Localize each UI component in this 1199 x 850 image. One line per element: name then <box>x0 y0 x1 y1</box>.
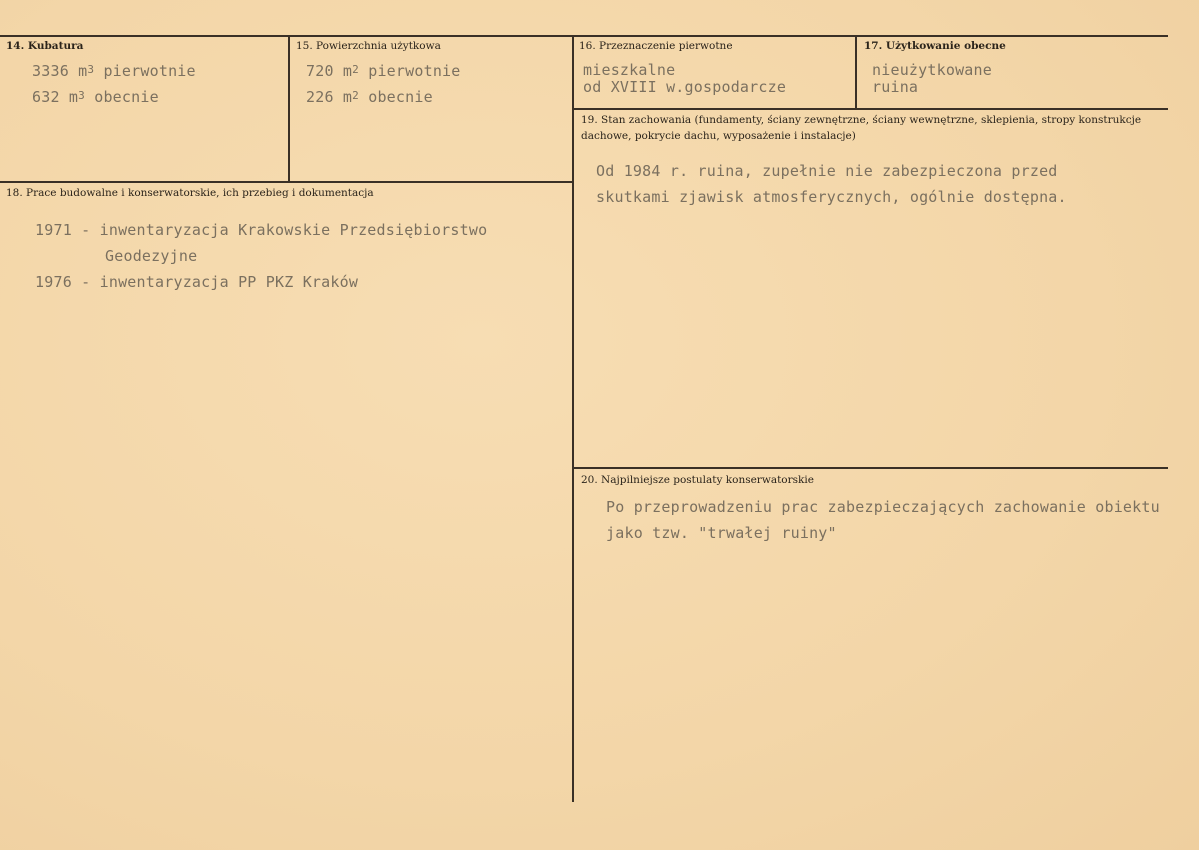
works-line-3: 1976 - inwentaryzacja PP PKZ Kraków <box>35 273 359 291</box>
top-border-line <box>0 35 1168 37</box>
field-17-value <box>872 62 992 96</box>
divider-14-15 <box>288 36 290 182</box>
condition-line-1: Od 1984 r. ruina, zupełnie nie zabezpieczona przed <box>596 162 1058 180</box>
condition-line-2: skutkami zjawisk atmosferycznych, ogólnie dostępna. <box>596 188 1067 206</box>
field-14-label: 14. Kubatura <box>6 40 84 52</box>
field-14-value <box>32 58 196 110</box>
original-use-line-2: od XVIII w.gospodarcze <box>583 78 787 96</box>
field-18-value <box>35 217 487 295</box>
field-16-label: 16. Przeznaczenie pierwotne <box>579 40 733 52</box>
field-16-value <box>583 62 786 96</box>
postulate-line-1: Po przeprowadzeniu prac zabezpieczających zachowanie obiektu <box>606 498 1160 516</box>
area-current: 226 $m^2$ obecnie <box>306 88 433 106</box>
works-line-2: Geodezyjne <box>105 247 198 265</box>
field-15-label: 15. Powierzchnia użytkowa <box>296 40 441 52</box>
kubatura-original: 3336 $m^3$ pierwotnie <box>32 62 196 80</box>
current-use-line-2: ruina <box>872 78 919 96</box>
current-use-line-1: nieużytkowane <box>872 61 992 79</box>
field-19-value <box>596 158 1067 210</box>
field-20-label: 20. Najpilniejsze postulaty konserwatorskie <box>581 474 814 486</box>
left-section-divider <box>0 181 573 183</box>
field-20-value <box>606 494 1196 546</box>
field-15-value <box>306 58 461 110</box>
original-use-line-1: mieszkalne <box>583 61 676 79</box>
postulate-line-2: jako tzw. "trwałej ruiny" <box>606 524 837 542</box>
right-divider-20 <box>573 467 1168 469</box>
field-19-label: 19. Stan zachowania (fundamenty, ściany zewnętrzne, ściany wewnętrzne, sklepienia, stropy konstrukcje dachowe, pokrycie dachu, wyposażenie i instalacje) <box>581 114 1142 142</box>
field-17-label: 17. Użytkowanie obecne <box>864 40 1006 52</box>
center-divider <box>572 36 574 802</box>
field-18-label: 18. Prace budowalne i konserwatorskie, ich przebieg i dokumentacja <box>6 187 374 199</box>
works-line-1: 1971 - inwentaryzacja Krakowskie Przedsiębiorstwo <box>35 221 488 239</box>
right-divider-19 <box>573 108 1168 110</box>
divider-16-17 <box>855 36 857 108</box>
kubatura-current: 632 $m^3$ obecnie <box>32 88 159 106</box>
area-original: 720 $m^2$ pierwotnie <box>306 62 461 80</box>
